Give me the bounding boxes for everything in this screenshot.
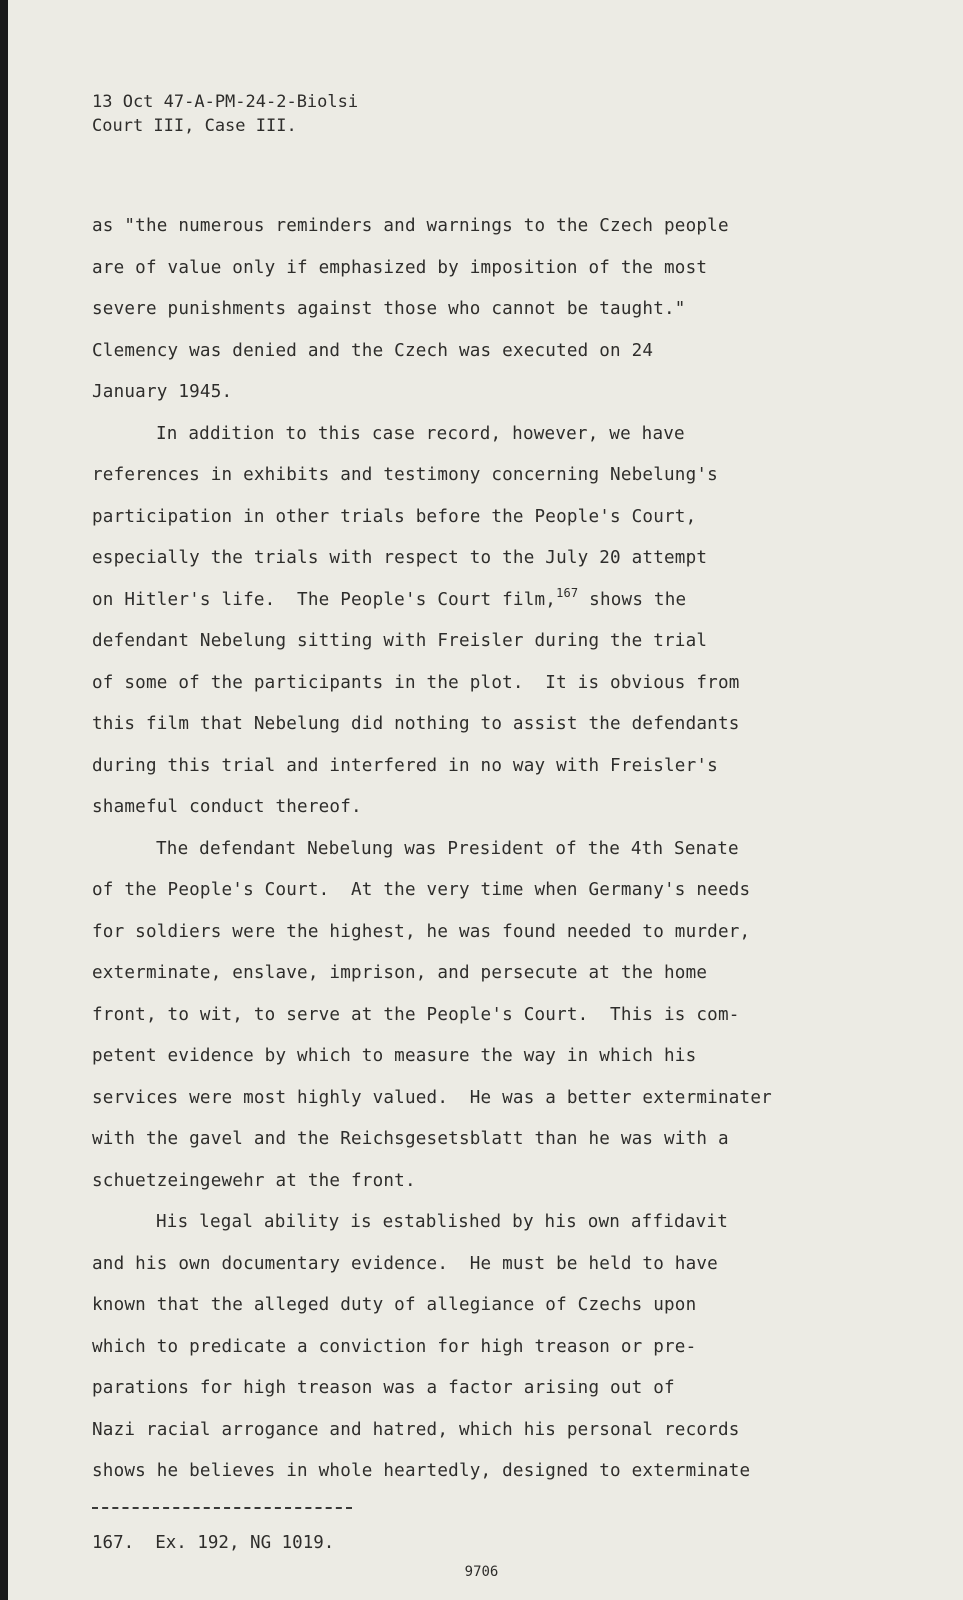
footnote: 167. Ex. 192, NG 1019. [92, 1533, 335, 1553]
line-text: and his own documentary evidence. He must be held to have [92, 1253, 718, 1274]
line-text: parations for high treason was a factor arising out of [92, 1378, 675, 1398]
text-line [92, 787, 952, 829]
text-line [92, 995, 952, 1037]
text-line [92, 1327, 952, 1369]
line-text: services were most highly valued. He was a better exterminater [92, 1087, 772, 1108]
line-text: especially the trials with respect to the July 20 attempt [92, 548, 708, 568]
line-text: of some of the participants in the plot. It is obvious from [92, 672, 740, 693]
text-line [92, 1161, 952, 1203]
text-line [92, 953, 952, 995]
text-line [92, 746, 952, 788]
line-text: petent evidence by which to measure the way in which his [92, 1046, 697, 1066]
line-text-after: shows the [578, 589, 687, 610]
line-text: this film that Nebelung did nothing to assist the defendants [92, 714, 740, 734]
text-line [92, 289, 952, 331]
line-text: shows he believes in whole heartedly, designed to exterminate [92, 1461, 751, 1481]
text-line [92, 248, 952, 290]
text-line [92, 372, 952, 414]
line-text: defendant Nebelung sitting with Freisler during the trial [92, 631, 708, 651]
text-line [92, 1451, 952, 1493]
line-text: In addition to this case record, however, we have [156, 423, 685, 444]
line-text: Nazi racial arrogance and hatred, which his personal records [92, 1419, 740, 1440]
header-line-2: Court III, Case III. [92, 116, 297, 136]
page-number: 9706 [464, 1564, 499, 1580]
line-text: on Hitler's life. The People's Court film, [92, 589, 557, 610]
text-line [92, 497, 952, 539]
text-line [92, 829, 952, 871]
text-line [92, 1410, 952, 1452]
line-text: severe punishments against those who cannot be taught." [92, 299, 686, 319]
text-line [92, 621, 952, 663]
text-line [92, 704, 952, 746]
text-line [92, 1119, 952, 1161]
line-text: with the gavel and the Reichsgesetsblatt than he was with a [92, 1129, 729, 1149]
body-text [92, 206, 952, 1493]
footnote-ref: 167 [556, 585, 579, 600]
scan-edge [0, 0, 8, 1600]
text-line [92, 1368, 952, 1410]
text-line [92, 870, 952, 912]
text-line [92, 414, 952, 456]
line-text: as "the numerous reminders and warnings to the Czech people [92, 216, 729, 236]
line-text: during this trial and interfered in no way with Freisler's [92, 755, 718, 776]
line-text: Clemency was denied and the Czech was executed on 24 [92, 340, 654, 361]
text-line [92, 663, 952, 705]
text-line [92, 1202, 952, 1244]
line-text: which to predicate a conviction for high treason or pre- [92, 1336, 697, 1357]
line-text: The defendant Nebelung was President of the 4th Senate [156, 838, 739, 859]
line-text: are of value only if emphasized by imposition of the most [92, 257, 708, 278]
text-line [92, 538, 952, 580]
text-line [92, 1285, 952, 1327]
text-line [92, 455, 952, 497]
header-line-1: 13 Oct 47-A-PM-24-2-Biolsi [92, 92, 359, 112]
line-text: His legal ability is established by his own affidavit [156, 1212, 728, 1232]
line-text: of the People's Court. At the very time when Germany's needs [92, 880, 751, 900]
text-line [92, 331, 952, 373]
line-text: schuetzeingewehr at the front. [92, 1170, 416, 1191]
text-line [92, 1244, 952, 1286]
text-line [92, 1078, 952, 1120]
line-text: references in exhibits and testimony concerning Nebelung's [92, 465, 718, 485]
footnote-rule [92, 1507, 352, 1509]
line-text: January 1945. [92, 382, 233, 402]
text-line [92, 206, 952, 248]
text-line [92, 1036, 952, 1078]
text-line [92, 912, 952, 954]
line-text: exterminate, enslave, imprison, and persecute at the home [92, 963, 708, 983]
line-text: participation in other trials before the People's Court, [92, 506, 697, 527]
line-text: shameful conduct thereof. [92, 797, 362, 817]
text-line [92, 580, 952, 622]
line-text: front, to wit, to serve at the People's Court. This is com- [92, 1004, 740, 1025]
line-text: known that the alleged duty of allegiance of Czechs upon [92, 1295, 697, 1315]
document-header [92, 90, 358, 138]
line-text: for soldiers were the highest, he was found needed to murder, [92, 921, 751, 942]
